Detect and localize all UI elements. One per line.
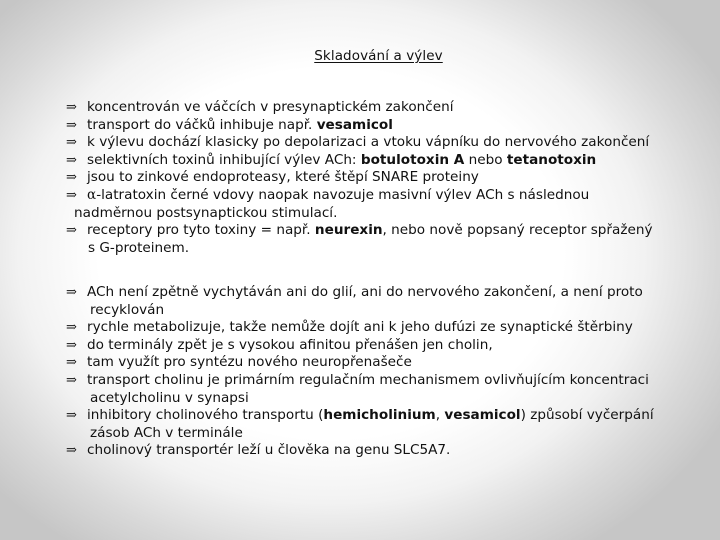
list-item-continuation: acetylcholinu v synapsi xyxy=(90,389,249,406)
list-item: ⇒ transport cholinu je primárním regulačním mechanismem ovlivňujícím koncentraci acetylcholinu v synapsi xyxy=(66,372,706,407)
list-item: ⇒ tam využít pro syntézu nového neuropřenašeče xyxy=(66,354,412,371)
list-item: ⇒ selektivních toxinů inhibující výlev ACh: botulotoxin A nebo tetanotoxin xyxy=(66,151,597,168)
implies-arrow-icon: ⇒ xyxy=(66,117,77,133)
list-item-continuation: s G-proteinem. xyxy=(88,239,190,256)
drug-name: vesamicol xyxy=(444,407,521,424)
alpha-symbol: α xyxy=(87,186,97,203)
list-item-continuation: nadměrnou postsynaptickou stimulací. xyxy=(74,204,338,221)
list-item-continuation: recyklován xyxy=(90,301,165,318)
list-item: ⇒ rychle metabolizuje, takže nemůže dojít ani k jeho dufúzi ze synaptické štěrbiny xyxy=(66,319,633,336)
bullet-list-reuptake xyxy=(66,284,706,460)
implies-arrow-icon: ⇒ xyxy=(66,337,77,353)
implies-arrow-icon: ⇒ xyxy=(66,285,77,300)
implies-arrow-icon: ⇒ xyxy=(66,443,77,459)
implies-arrow-icon: ⇒ xyxy=(66,170,77,186)
list-item: ⇒ α-latratoxin černé vdovy naopak navozuje masivní výlev ACh s následnou nadměrnou postsynaptickou stimulací. xyxy=(66,187,706,222)
implies-arrow-icon: ⇒ xyxy=(66,372,77,388)
drug-name: hemicholinium xyxy=(323,407,436,424)
list-item: ⇒ jsou to zinkové endoproteasy, které štěpí SNARE proteiny xyxy=(66,169,479,186)
implies-arrow-icon: ⇒ xyxy=(66,187,77,203)
list-item: ⇒ inhibitory cholinového transportu (hemicholinium, vesamicol) způsobí vyčerpání zásob ACh v terminále xyxy=(66,407,706,442)
slide-title: Skladování a výlev xyxy=(314,48,443,64)
implies-arrow-icon: ⇒ xyxy=(66,100,77,115)
receptor-name: neurexin xyxy=(314,222,383,239)
implies-arrow-icon: ⇒ xyxy=(66,408,77,424)
list-item: ⇒ cholinový transportér leží u člověka na genu SLC5A7. xyxy=(66,442,451,459)
list-item: ⇒ ACh není zpětně vychytáván ani do glií, ani do nervového zakončení, a není proto recyklován xyxy=(66,284,706,319)
implies-arrow-icon: ⇒ xyxy=(66,320,77,336)
list-item-continuation: zásob ACh v terminále xyxy=(90,424,243,441)
drug-name: vesamicol xyxy=(316,116,393,133)
list-item: ⇒ receptory pro tyto toxiny = např. neurexin, nebo nově popsaný receptor spřažený s G-proteinem. xyxy=(66,222,706,257)
list-item: ⇒ do terminály zpět je s vysokou afinitou přenášen jen cholin, xyxy=(66,336,493,353)
bullet-list-storage xyxy=(66,99,706,257)
implies-arrow-icon: ⇒ xyxy=(66,152,77,168)
list-item: ⇒ k výlevu dochází klasicky po depolarizaci a vtoku vápníku do nervového zakončení xyxy=(66,134,650,151)
implies-arrow-icon: ⇒ xyxy=(66,135,77,151)
list-item: ⇒ transport do váčků inhibuje např. vesamicol xyxy=(66,116,393,133)
toxin-name: tetanotoxin xyxy=(506,151,597,168)
implies-arrow-icon: ⇒ xyxy=(66,223,77,239)
implies-arrow-icon: ⇒ xyxy=(66,355,77,371)
toxin-name: botulotoxin A xyxy=(360,151,465,168)
list-item: ⇒ koncentrován ve váčcích v presynaptickém zakončení xyxy=(66,99,454,115)
